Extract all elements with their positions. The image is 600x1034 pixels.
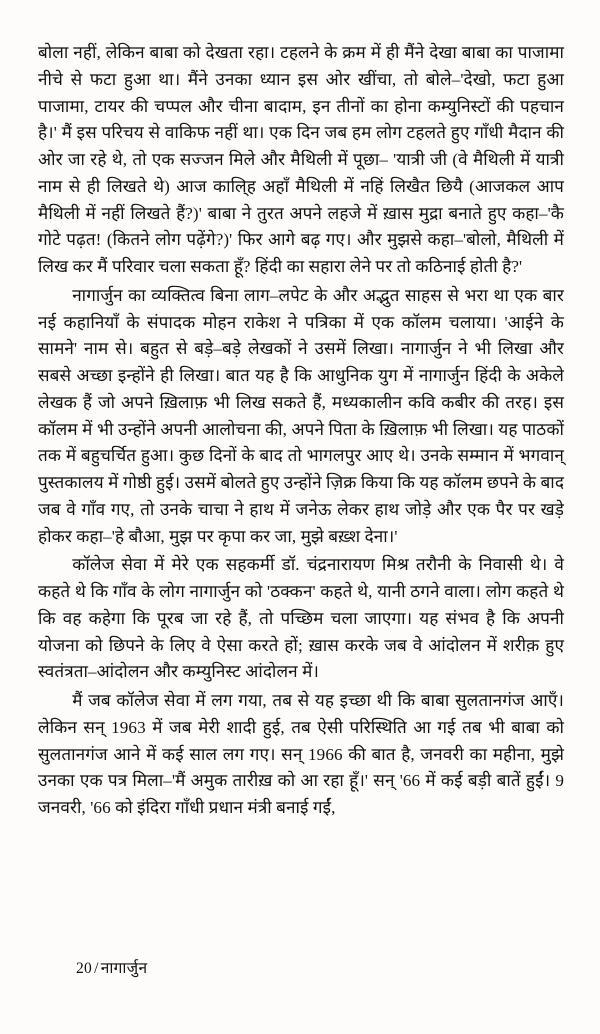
footer-separator: /: [94, 960, 99, 977]
body-text-column: [38, 40, 564, 822]
footer-book-title: नागार्जुन: [100, 960, 148, 977]
paragraph-3: कॉलेज सेवा में मेरे एक सहकर्मी डॉ. चंद्रनारायण मिश्र तरौनी के निवासी थे। वे कहते थे कि गाँव के लोग नागार्जुन को 'ठक्कन' कहते थे, यानी ठगने वाला। लोग कहते थे कि वह कहेगा कि पूरब जा रहे हैं, तो पच्छिम चला जाएगा। यह संभव है कि अपनी योजना को छिपने के लिए वे ऐसा करते हों; ख़ास करके जब वे आंदोलन में शरीक़ हुए स्वतंत्रता–आंदोलन और कम्युनिस्ट आंदोलन में।: [38, 555, 564, 682]
footer-page-number: 20: [76, 960, 93, 977]
paragraph-2: नागार्जुन का व्यक्तित्व बिना लाग–लपेट के और अद्भुत साहस से भरा था एक बार नई कहानियाँ के संपादक मोहन राकेश ने पत्रिका में एक कॉलम चलाया। 'आईने के सामने' नाम से। बहुत से बड़े–बड़े लेखकों ने उसमें लिखा। नागार्जुन ने भी लिखा और सबसे अच्छा इन्होंने ही लिखा। बात यह है कि आधुनिक युग में नागार्जुन हिंदी के अकेले लेखक हैं जो अपने ख़िलाफ़ भी लिख सकते हैं, मध्यकालीन कवि कबीर की तरह। इस कॉलम में भी उन्होंने अपनी आलोचना की, अपने पिता के ख़िलाफ़ भी लिखा। यह पाठकों तक में बहुचर्चित हुआ। कुछ दिनों के बाद तो भागलपुर आए थे। उनके सम्मान में भगवान् पुस्तकालय में गोष्ठी हुई। उसमें बोलते हुए उन्होंने ज़िक्र किया कि यह कॉलम छपने के बाद जब वे गाँव गए, तो उनके चाचा ने हाथ में जनेऊ लेकर हाथ जोड़े और एक पैर पर खड़े होकर कहा–'हे बौआ, मुझ पर कृपा कर जा, मुझे बख़्श देना।': [38, 285, 564, 546]
page-footer: [76, 956, 147, 978]
paragraph-1: बोला नहीं, लेकिन बाबा को देखता रहा। टहलने के क्रम में ही मैंने देखा बाबा का पाजामा नीचे से फटा हुआ था। मैंने उनका ध्यान इस ओर खींचा, तो बोले–'देखो, फटा हुआ पाजामा, टायर की चप्पल और चीना बादाम, इन तीनों का होना कम्युनिस्टों की पहचान है।' मैं इस परिचय से वाकिफ नहीं था। एक दिन जब हम लोग टहलते हुए गाँधी मैदान की ओर जा रहे थे, तो एक सज्जन मिले और मैथिली में पूछा– 'यात्री जी (वे मैथिली में यात्री नाम से ही लिखते थे) आज कालि्ह अहाँ मैथिली में नहिं लिखैत छियै (आजकल आप मैथिली में नहीं लिखते हैं?)' बाबा ने तुरत अपने लहजे में ख़ास मुद्रा बनाते हुए कहा–'कै गोटे पढ़त! (कितने लोग पढ़ेंगे?)' फिर आगे बढ़ गए। और मुझसे कहा–'बोलो, मैथिली में लिख कर मैं परिवार चला सकता हूँ? हिंदी का सहारा लेने पर तो कठिनाई होती है?': [38, 43, 564, 276]
page-content-area: [38, 40, 564, 1004]
paragraph-4: मैं जब कॉलेज सेवा में लग गया, तब से यह इच्छा थी कि बाबा सुलतानगंज आएँ। लेकिन सन् 1963 में जब मेरी शादी हुई, तब ऐसी परिस्थिति आ गई तब भी बाबा को सुलतानगंज आने में कई साल लग गए। सन् 1966 की बात है, जनवरी का महीना, मुझे उनका एक पत्र मिला–'मैं अमुक तारीख़ को आ रहा हूँ।' सन् '66 में कई बड़ी बातें हुईं। 9 जनवरी, '66 को इंदिरा गाँधी प्रधान मंत्री बनाई गईं,: [38, 691, 564, 817]
